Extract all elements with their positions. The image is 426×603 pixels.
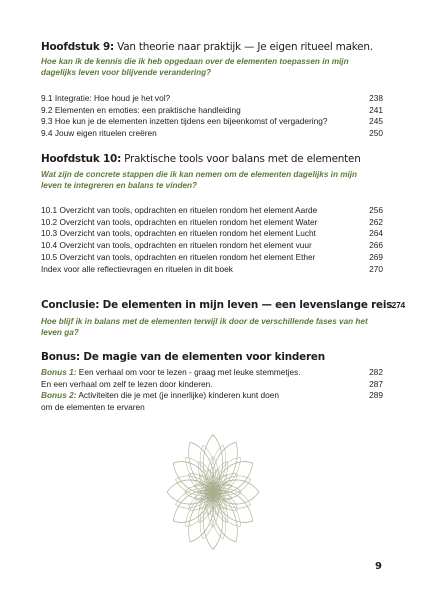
toc-item-label: 9.3 Hoe kun je de elementen inzetten tijdens een bijeenkomst of vergadering? (41, 116, 328, 127)
chapter-10-toc (41, 205, 383, 275)
chapter-10-heading (41, 153, 406, 165)
toc-item-page: 250 (369, 128, 383, 139)
chapter-10-lead: Hoofdstuk 10: (41, 153, 122, 165)
bonus-2b-item (41, 402, 383, 414)
toc-item-page: 264 (369, 228, 383, 239)
toc-item-page: 269 (369, 251, 383, 262)
bonus-1-tag: Bonus 1: (41, 367, 77, 377)
chapter-9-title: Van theorie naar praktijk — Je eigen ritueel maken. (114, 41, 373, 53)
conclusion-question: Hoe blijf ik in balans met de elementen terwijl ik door de verschillende fases van het leven ga? (41, 317, 368, 338)
toc-item-label: 9.1 Integratie: Hoe houd je het vol? (41, 93, 171, 103)
bonus-2b-text: om de elementen te ervaren (41, 402, 145, 413)
toc-item[interactable] (41, 128, 383, 140)
toc-item[interactable] (41, 116, 383, 128)
bonus-1-text: Een verhaal om voor te lezen - graag met leuke stemmetjes. (76, 367, 301, 377)
toc-item-page: 256 (369, 205, 383, 215)
chapter-10-title: Praktische tools voor balans met de elementen (121, 153, 361, 165)
toc-item[interactable] (41, 252, 383, 264)
toc-item[interactable] (41, 264, 383, 276)
mandala-ornament (160, 424, 266, 560)
toc-item-label: 10.2 Overzicht van tools, opdrachten en rituelen rondom het element Water (41, 216, 318, 227)
chapter-9-heading (41, 41, 406, 53)
chapter-9-toc (41, 93, 383, 140)
toc-item-label: 10.5 Overzicht van tools, opdrachten en rituelen rondom het element Ether (41, 251, 316, 262)
bonus-1b-item[interactable] (41, 379, 383, 391)
toc-item-page: 238 (369, 93, 383, 103)
page-number: 9 (375, 561, 382, 572)
toc-item-label: 10.4 Overzicht van tools, opdrachten en rituelen rondom het element vuur (41, 240, 312, 251)
bonus-1-page: 282 (369, 367, 383, 377)
toc-item[interactable] (41, 217, 383, 229)
conclusion-heading[interactable] (41, 299, 406, 311)
toc-item-page: 245 (369, 116, 383, 127)
bonus-1-item[interactable] (41, 367, 383, 379)
toc-item[interactable] (41, 205, 383, 217)
bonus-list (41, 367, 383, 414)
chapter-9-lead: Hoofdstuk 9: (41, 41, 114, 53)
bonus-1b-page: 287 (369, 378, 383, 389)
toc-item-page: 266 (369, 240, 383, 251)
toc-item[interactable] (41, 228, 383, 240)
bonus-title: Bonus: De magie van de elementen voor kinderen (41, 351, 325, 363)
toc-item[interactable] (41, 240, 383, 252)
toc-item-label: 9.4 Jouw eigen rituelen creëren (41, 128, 157, 139)
bonus-2-item[interactable] (41, 390, 383, 402)
conclusion-title: Conclusie: De elementen in mijn leven — een levenslange reis (41, 299, 393, 311)
toc-item-label: 10.3 Overzicht van tools, opdrachten en rituelen rondom het element Lucht (41, 228, 316, 239)
toc-item[interactable] (41, 105, 383, 117)
toc-item-page: 241 (369, 104, 383, 115)
bonus-2-text: Activiteiten die je met (je innerlijke) kinderen kunt doen (76, 390, 279, 401)
toc-item-page: 262 (369, 216, 383, 227)
toc-item-page: 270 (369, 263, 383, 274)
toc-item[interactable] (41, 93, 383, 105)
bonus-2-tag: Bonus 2: (41, 390, 77, 401)
toc-item-label: 10.1 Overzicht van tools, opdrachten en rituelen rondom het element Aarde (41, 205, 318, 215)
chapter-10-question: Wat zijn de concrete stappen die ik kan nemen om de elementen dagelijks in mijn leven te integreren en balans te vinden? (41, 170, 358, 191)
bonus-1b-text: En een verhaal om zelf te lezen door kinderen. (41, 378, 213, 389)
toc-item-label: Index voor alle reflectievragen en rituelen in dit boek (41, 263, 233, 274)
bonus-heading (41, 351, 406, 363)
conclusion-page: 274 (391, 300, 405, 310)
toc-item-label: 9.2 Elementen en emoties: een praktische handleiding (41, 104, 241, 115)
bonus-2-page: 289 (369, 390, 383, 401)
chapter-9-question: Hoe kan ik de kennis die ik heb opgedaan over de elementen toepassen in mijn dagelijks leven voor blijvende verandering? (41, 57, 349, 78)
